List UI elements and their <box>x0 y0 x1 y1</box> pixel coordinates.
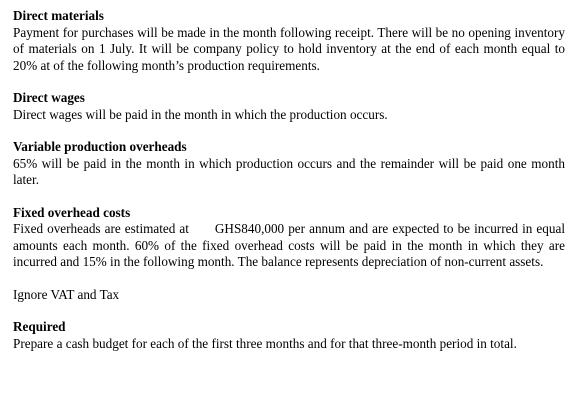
heading-direct-materials: Direct materials <box>13 8 104 23</box>
section-direct-materials <box>13 8 565 74</box>
text-fixed-overheads <box>13 221 565 271</box>
heading-required: Required <box>13 319 66 334</box>
text-ignore-note: Ignore VAT and Tax <box>13 286 120 302</box>
document-page <box>13 8 565 368</box>
text-fixed-overheads-rest: GHS840,000 per annum and are expected to be incurred in equal amounts each month. 60% of the fixed overhead costs will be paid in the month in which they are incurred and 15% in the following month. The balance represents depreciation of non-current assets. <box>13 221 565 269</box>
text-variable-overheads: 65% will be paid in the month in which production occurs and the remainder will be paid one month later. <box>13 155 565 187</box>
heading-fixed-overheads: Fixed overhead costs <box>13 204 131 220</box>
section-ignore-note <box>13 287 565 304</box>
text-direct-wages: Direct wages will be paid in the month in which the production occurs. <box>13 106 388 122</box>
section-variable-overheads <box>13 139 565 189</box>
text-direct-materials: Payment for purchases will be made in the month following receipt. There will be no opening inventory of materials on 1 July. It will be company policy to hold inventory at the end of each month equal to 20% at of the following month’s production requirements. <box>13 24 565 73</box>
section-required <box>13 319 565 352</box>
heading-direct-wages: Direct wages <box>13 90 85 105</box>
heading-variable-overheads: Variable production overheads <box>13 139 187 154</box>
text-required: Prepare a cash budget for each of the first three months and for that three-month period in total. <box>13 335 517 351</box>
section-direct-wages <box>13 90 565 123</box>
section-fixed-overheads <box>13 205 565 271</box>
text-fixed-overheads-start: Fixed overheads are estimated at <box>13 221 189 236</box>
